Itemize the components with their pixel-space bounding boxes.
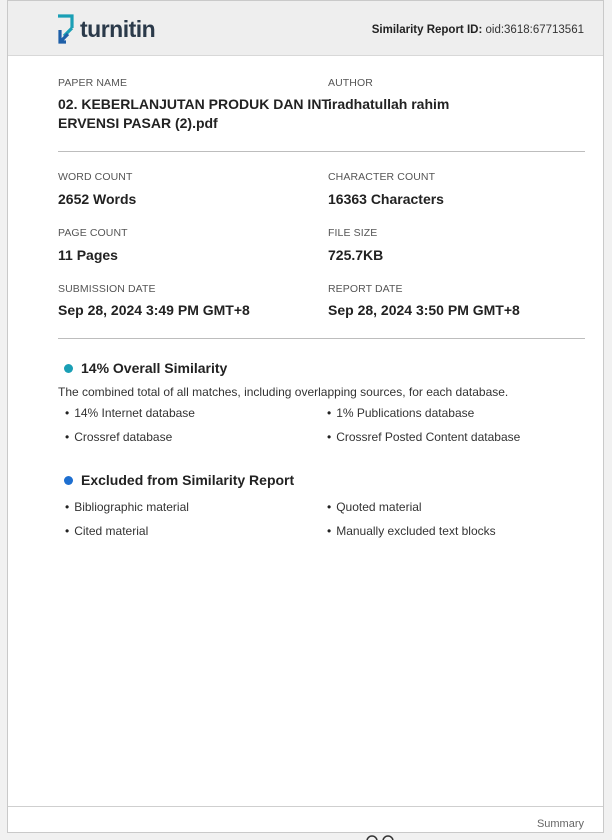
word-count-label: WORD COUNT	[58, 171, 133, 183]
page-edge-mark	[360, 833, 400, 840]
report-date-label: REPORT DATE	[328, 283, 403, 295]
paper-name-line1: 02. KEBERLANJUTAN PRODUK DAN INT	[58, 96, 330, 112]
turnitin-logo-icon	[56, 14, 76, 44]
excluded-section-title	[64, 472, 294, 488]
report-id	[372, 24, 584, 36]
author-value: iradhatullah rahim	[328, 96, 450, 112]
submission-date-value: Sep 28, 2024 3:49 PM GMT+8	[58, 302, 250, 318]
similarity-title: 14% Overall Similarity	[81, 360, 228, 376]
file-size-label: FILE SIZE	[328, 227, 378, 239]
page-count-label: PAGE COUNT	[58, 227, 128, 239]
report-page	[7, 0, 604, 833]
paper-name-label: PAPER NAME	[58, 77, 128, 89]
author-label: AUTHOR	[328, 77, 373, 89]
similarity-item: • 1% Publications database	[327, 406, 474, 420]
report-id-value: oid:3618:67713561	[485, 24, 584, 36]
page-count-value: 11 Pages	[58, 247, 118, 263]
divider	[58, 338, 585, 339]
similarity-dot-icon	[64, 364, 73, 373]
report-header	[8, 1, 603, 56]
character-count-value: 16363 Characters	[328, 191, 444, 207]
excluded-item: • Bibliographic material	[65, 500, 189, 514]
report-id-label: Similarity Report ID:	[371, 24, 483, 36]
similarity-item: • Crossref Posted Content database	[327, 430, 520, 444]
character-count-label: CHARACTER COUNT	[328, 171, 436, 183]
similarity-item: • 14% Internet database	[65, 406, 195, 420]
footer-divider	[8, 806, 603, 807]
footer-summary-label: Summary	[536, 818, 584, 830]
excluded-item: • Cited material	[65, 524, 148, 538]
similarity-description: The combined total of all matches, including overlapping sources, for each database.	[58, 385, 509, 399]
excluded-dot-icon	[64, 476, 73, 485]
turnitin-logo	[56, 14, 155, 44]
excluded-title: Excluded from Similarity Report	[81, 472, 295, 488]
excluded-item: • Manually excluded text blocks	[327, 524, 496, 538]
divider	[58, 151, 585, 152]
report-date-value: Sep 28, 2024 3:50 PM GMT+8	[328, 302, 520, 318]
word-count-value: 2652 Words	[58, 191, 137, 207]
brand-name: turnitin	[80, 15, 156, 42]
excluded-item: • Quoted material	[327, 500, 422, 514]
similarity-item: • Crossref database	[65, 430, 172, 444]
paper-name-line2: ERVENSI PASAR (2).pdf	[58, 115, 218, 131]
file-size-value: 725.7KB	[328, 247, 384, 263]
submission-date-label: SUBMISSION DATE	[58, 283, 156, 295]
similarity-section-title	[64, 360, 227, 376]
